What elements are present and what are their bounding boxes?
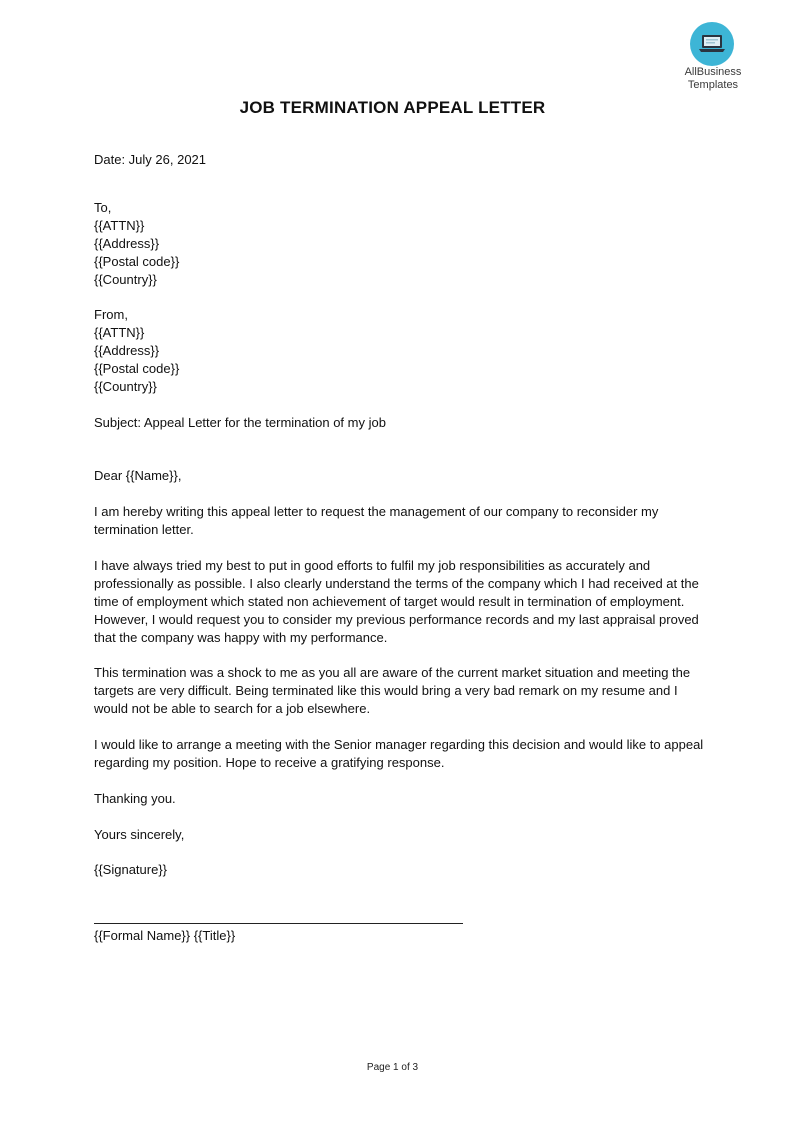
formal-name-title: {{Formal Name}} {{Title}} [94, 928, 236, 943]
to-address: {{Address}} [94, 236, 160, 251]
page-title: JOB TERMINATION APPEAL LETTER [239, 98, 546, 117]
to-postal-code: {{Postal code}} [94, 254, 180, 269]
logo-line-1: AllBusiness [684, 66, 742, 78]
paragraph-3: This termination was a shock to me as you all are aware of the current market situation and meeting the targets are very difficult. Being terminated like this would bring a very bad remark on my resume and I would not be able to search for a job elsewhere. [94, 665, 691, 716]
paragraph-2: I have always tried my best to put in good efforts to fulfil my job responsibilities as accurately and professionally as possible. I also clearly understand the terms of the company which I had received at the time of employment which stated non achievement of target would result in termination of employment. However, I would request you to consider my previous performance records and my last appraisal proved that the company was happy with my performance. [94, 558, 699, 645]
signature-line [94, 923, 463, 924]
to-country: {{Country}} [94, 272, 157, 287]
page-number: Page 1 of 3 [366, 1062, 419, 1073]
from-attn: {{ATTN}} [94, 325, 145, 340]
laptop-icon [690, 22, 734, 66]
recipient-block [94, 199, 714, 289]
logo-circle [690, 22, 734, 66]
closing-line: Yours sincerely, [94, 827, 185, 842]
thanking-line: Thanking you. [94, 791, 176, 806]
to-label: To, [94, 200, 112, 215]
paragraph-1: I am hereby writing this appeal letter to request the management of our company to reconsider my termination letter. [94, 504, 659, 537]
paragraph-4: I would like to arrange a meeting with the Senior manager regarding this decision and would like to appeal regarding my position. Hope to receive a gratifying response. [94, 737, 704, 770]
sender-block [94, 306, 714, 396]
signature-placeholder: {{Signature}} [94, 862, 168, 877]
subject-line: Subject: Appeal Letter for the termination of my job [94, 415, 386, 430]
from-label: From, [94, 307, 128, 322]
from-address: {{Address}} [94, 343, 160, 358]
allbusiness-templates-logo[interactable] [678, 22, 748, 94]
salutation: Dear {{Name}}, [94, 468, 182, 483]
logo-text [678, 66, 748, 92]
logo-line-2: Templates [687, 79, 739, 91]
from-country: {{Country}} [94, 379, 157, 394]
from-postal-code: {{Postal code}} [94, 361, 180, 376]
to-attn: {{ATTN}} [94, 218, 145, 233]
date-line: Date: July 26, 2021 [94, 152, 207, 167]
